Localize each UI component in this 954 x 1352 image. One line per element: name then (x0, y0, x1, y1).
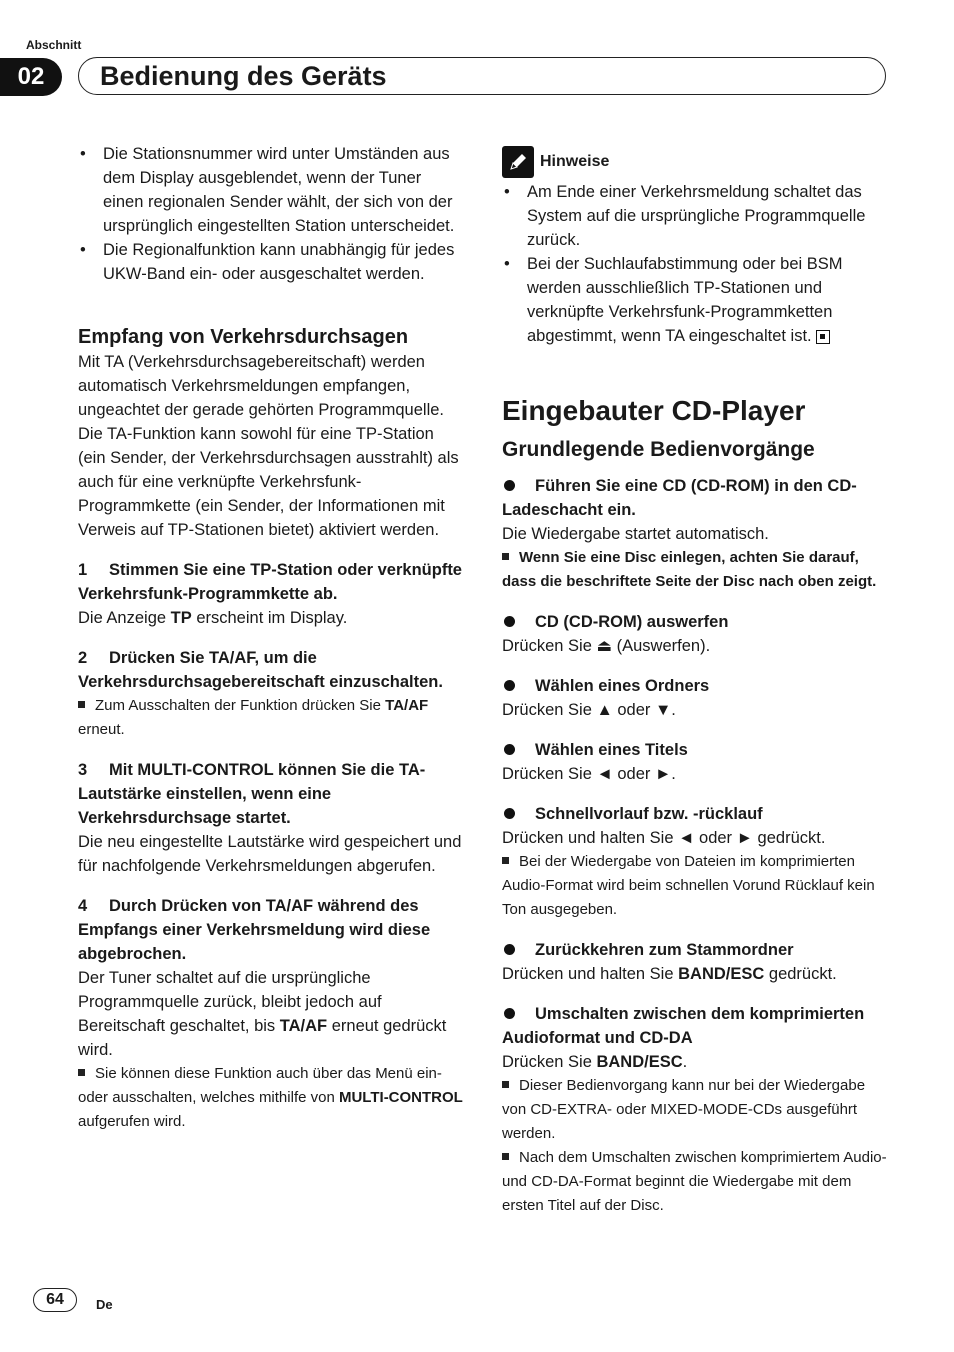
hints-header (502, 146, 888, 178)
op-seek-title: Schnellvorlauf bzw. -rücklauf (502, 802, 888, 826)
step-1-title: 1 Stimmen Sie eine TP-Station oder verknüpfte Verkehrsfunk-Programmkette ab. (78, 558, 464, 606)
intro-bullet-list (78, 142, 464, 286)
op-seek-text: Drücken und halten Sie ◄ oder ► gedrückt. (502, 829, 826, 847)
note-square-icon (502, 1081, 509, 1088)
op-track-text: Drücken Sie ◄ oder ►. (502, 765, 676, 783)
note-square-icon (502, 857, 509, 864)
step-4-text: Der Tuner schaltet auf die ursprüngliche Programmquelle zurück, bleibt jedoch auf Bereitschaft geschaltet, bis TA/AF erneut gedrückt wird. (78, 969, 447, 1059)
hints-list (502, 180, 888, 348)
op-switch-text: Drücken Sie BAND/ESC. (502, 1053, 688, 1071)
step-2-title: 2 Drücken Sie TA/AF, um die Verkehrsdurchsagebereitschaft einzuschalten. (78, 646, 464, 694)
section-number-tab: 02 (0, 58, 62, 96)
bullet-dot-icon (504, 808, 515, 819)
op-root-text: Drücken und halten Sie BAND/ESC gedrückt. (502, 965, 837, 983)
language-code: De (96, 1297, 113, 1312)
page-number: 64 (33, 1288, 77, 1312)
end-mark-icon (816, 330, 830, 344)
op-switch-note-1: Dieser Bedienvorgang kann nur bei der Wiedergabe von CD-EXTRA- oder MIXED-MODE-CDs ausgeführt werden. (502, 1077, 866, 1142)
op-insert-title: Führen Sie eine CD (CD-ROM) in den CD-Ladeschacht ein. (502, 477, 857, 519)
bullet-dot-icon (504, 480, 515, 491)
bullet-dot-icon (504, 680, 515, 691)
step-number: 1 (78, 561, 88, 579)
op-insert-note: Wenn Sie eine Disc einlegen, achten Sie darauf, dass die beschriftete Seite der Disc nach oben zeigt. (502, 549, 877, 590)
bullet-dot-icon (504, 744, 515, 755)
bullet-dot-icon (504, 944, 515, 955)
step-4-title: 4 Durch Drücken von TA/AF während des Empfangs einer Verkehrsmeldung wird diese abgebrochen. (78, 894, 464, 966)
step-1-text: Die Anzeige TP erscheint im Display. (78, 609, 348, 627)
right-column (502, 146, 888, 1218)
op-folder-text: Drücken Sie ▲ oder ▼. (502, 701, 676, 719)
note-square-icon (78, 1069, 85, 1076)
op-switch-note-2: Nach dem Umschalten zwischen komprimiertem Audio- und CD-DA-Format beginnt die Wiedergabe mit dem ersten Titel auf der Disc. (502, 1149, 887, 1214)
heading-traffic-announcements: Empfang von Verkehrsdurchsagen (78, 326, 409, 348)
op-switch-title: Umschalten zwischen dem komprimierten Audioformat und CD-DA (502, 1005, 865, 1047)
pencil-icon (502, 146, 534, 178)
section-label: Abschnitt (26, 38, 82, 52)
step-4-note: Sie können diese Funktion auch über das Menü ein- oder ausschalten, welches mithilfe von MULTI-CONTROL aufgerufen wird. (78, 1065, 463, 1130)
list-item: • Bei der Suchlaufabstimmung oder bei BSM werden ausschließlich TP-Stationen und verknüpfte Verkehrsfunk-Programmketten abgestimmt, wenn TA eingeschaltet ist. (502, 252, 888, 348)
bullet-dot-icon (504, 616, 515, 627)
left-column (78, 142, 464, 1134)
op-eject-text: Drücken Sie ⏏ (Auswerfen). (502, 637, 711, 655)
op-track-title: Wählen eines Titels (502, 738, 888, 762)
step-3-text: Die neu eingestellte Lautstärke wird gespeichert und für nachfolgende Verkehrsmeldungen abgerufen. (78, 833, 462, 875)
list-item: • Am Ende einer Verkehrsmeldung schaltet das System auf die ursprüngliche Programmquelle zurück. (502, 180, 888, 252)
step-3-title: 3 Mit MULTI-CONTROL können Sie die TA-Lautstärke einstellen, wenn eine Verkehrsdurchsage startet. (78, 758, 464, 830)
bullet-dot-icon (504, 1008, 515, 1019)
op-insert-text: Die Wiedergabe startet automatisch. (502, 525, 769, 543)
step-number: 3 (78, 761, 88, 779)
section-title: Bedienung des Geräts (100, 61, 387, 91)
cd-player-title: Eingebauter CD-Player (502, 395, 806, 426)
op-seek-note: Bei der Wiedergabe von Dateien im komprimierten Audio-Format wird beim schnellen Vorund Rücklauf kein Ton ausgegeben. (502, 853, 875, 918)
note-square-icon (502, 553, 509, 560)
list-item: • Die Stationsnummer wird unter Umständen aus dem Display ausgeblendet, wenn der Tuner einen regionalen Sender wählt, der sich von der ursprünglich eingestellten Station unterscheidet. (78, 142, 464, 238)
note-square-icon (78, 701, 85, 708)
note-square-icon (502, 1153, 509, 1160)
step-number: 2 (78, 649, 88, 667)
list-item: • Die Regionalfunktion kann unabhängig für jedes UKW-Band ein- oder ausgeschaltet werden. (78, 238, 464, 286)
op-root-title: Zurückkehren zum Stammordner (502, 938, 888, 962)
op-eject-title: CD (CD-ROM) auswerfen (502, 610, 888, 634)
hints-title: Hinweise (540, 153, 610, 170)
traffic-intro-text: Mit TA (Verkehrsdurchsagebereitschaft) werden automatisch Verkehrsmeldungen empfangen, ungeachtet der gerade gehörten Programmquelle. Die TA-Funktion kann sowohl für eine TP-Station (ein Sender, der Verkehrsdurchsagen ausstrahlt) als auch für eine verknüpfte Verkehrsfunk-Programmkette (ein Sender, der Informationen mit Verweis auf TP-Stationen bietet) aktiviert werden. (78, 353, 459, 539)
basic-operations-subtitle: Grundlegende Bedienvorgänge (502, 438, 815, 461)
step-2-note: Zum Ausschalten der Funktion drücken Sie TA/AF erneut. (78, 697, 429, 738)
step-number: 4 (78, 897, 88, 915)
op-folder-title: Wählen eines Ordners (502, 674, 888, 698)
